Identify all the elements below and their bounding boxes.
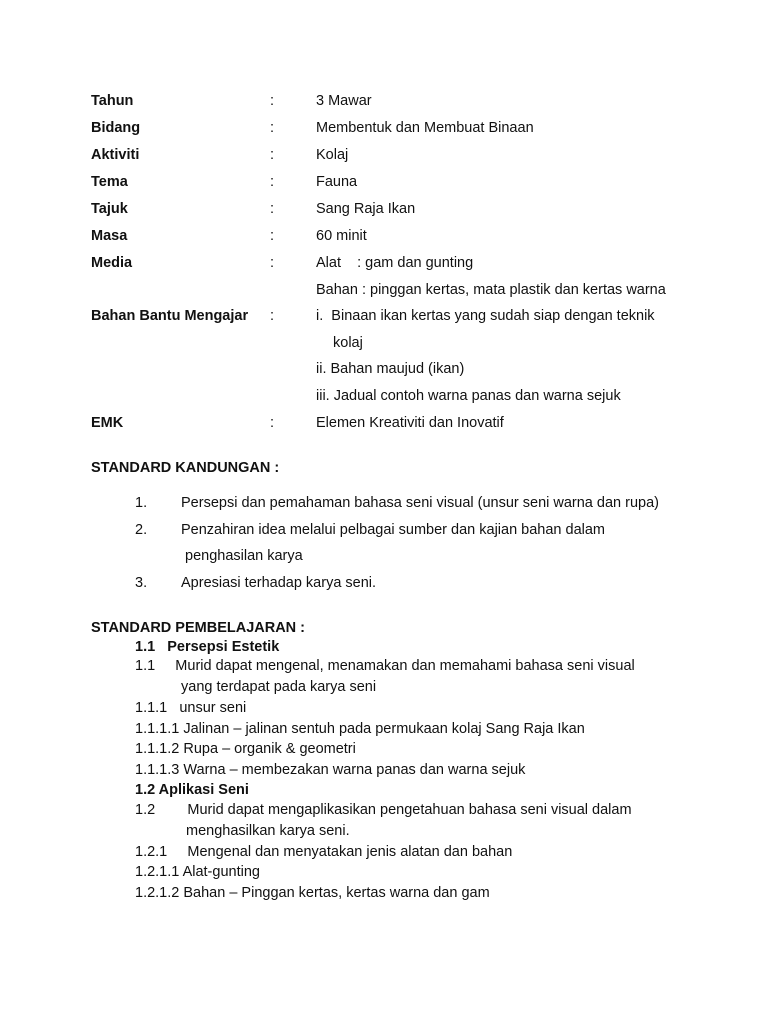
list-item: 1.1.1.2 Rupa – organik & geometri <box>135 741 356 757</box>
info-label: Media <box>91 255 133 271</box>
bbm-item: i. Binaan ikan kertas yang sudah siap dengan teknik <box>316 308 655 324</box>
list-item-number: 1. <box>135 495 148 511</box>
list-item-number: 2. <box>135 522 148 538</box>
info-colon: : <box>270 174 275 190</box>
section-heading-standard-pembelajaran: STANDARD PEMBELAJARAN : <box>91 620 306 636</box>
list-item: 1.2.1.1 Alat-gunting <box>135 864 260 880</box>
info-label: Bahan Bantu Mengajar <box>91 308 249 324</box>
media-bahan-line: Bahan : pinggan kertas, mata plastik dan kertas warna <box>316 282 666 298</box>
info-colon: : <box>270 415 275 431</box>
info-label: Masa <box>91 228 128 244</box>
info-colon: : <box>270 120 275 136</box>
subheading-persepsi-estetik: 1.1 Persepsi Estetik <box>135 639 280 655</box>
info-value: Sang Raja Ikan <box>316 201 416 217</box>
list-item: 1.2 Murid dapat mengaplikasikan pengetahuan bahasa seni visual dalam <box>135 802 632 818</box>
list-item: 1.2.1 Mengenal dan menyatakan jenis alatan dan bahan <box>135 844 513 860</box>
list-item-number: 3. <box>135 575 148 591</box>
info-value: Elemen Kreativiti dan Inovatif <box>316 415 504 431</box>
list-item-continuation: menghasilkan karya seni. <box>186 823 350 839</box>
section-heading-standard-kandungan: STANDARD KANDUNGAN : <box>91 460 280 476</box>
list-item: 1.1.1 unsur seni <box>135 700 247 716</box>
info-colon: : <box>270 93 275 109</box>
info-value: Membentuk dan Membuat Binaan <box>316 120 534 136</box>
subheading-aplikasi-seni: 1.2 Aplikasi Seni <box>135 782 249 798</box>
bbm-item: iii. Jadual contoh warna panas dan warna sejuk <box>316 388 621 404</box>
info-value: Alat : gam dan gunting <box>316 255 474 271</box>
list-item: 1.1.1.1 Jalinan – jalinan sentuh pada permukaan kolaj Sang Raja Ikan <box>135 721 585 737</box>
info-label: Bidang <box>91 120 141 136</box>
info-colon: : <box>270 255 275 271</box>
info-colon: : <box>270 201 275 217</box>
info-value: 3 Mawar <box>316 93 372 109</box>
info-colon: : <box>270 228 275 244</box>
list-item: 1.1.1.3 Warna – membezakan warna panas dan warna sejuk <box>135 762 526 778</box>
list-item: Penzahiran idea melalui pelbagai sumber dan kajian bahan dalam <box>181 522 606 538</box>
list-item: 1.1 Murid dapat mengenal, menamakan dan memahami bahasa seni visual <box>135 658 635 674</box>
info-label: EMK <box>91 415 124 431</box>
info-colon: : <box>270 308 275 324</box>
info-label: Tahun <box>91 93 134 109</box>
info-value: Kolaj <box>316 147 349 163</box>
bbm-item: ii. Bahan maujud (ikan) <box>316 361 465 377</box>
info-label: Tema <box>91 174 128 190</box>
list-item-continuation: penghasilan karya <box>185 548 303 564</box>
info-label: Aktiviti <box>91 147 140 163</box>
list-item: 1.2.1.2 Bahan – Pinggan kertas, kertas warna dan gam <box>135 885 490 901</box>
info-value: 60 minit <box>316 228 367 244</box>
list-item: Apresiasi terhadap karya seni. <box>181 575 377 591</box>
info-colon: : <box>270 147 275 163</box>
info-value: Fauna <box>316 174 358 190</box>
info-label: Tajuk <box>91 201 128 217</box>
list-item: Persepsi dan pemahaman bahasa seni visual (unsur seni warna dan rupa) <box>181 495 659 511</box>
list-item-continuation: yang terdapat pada karya seni <box>181 679 377 695</box>
bbm-item: kolaj <box>333 335 363 351</box>
